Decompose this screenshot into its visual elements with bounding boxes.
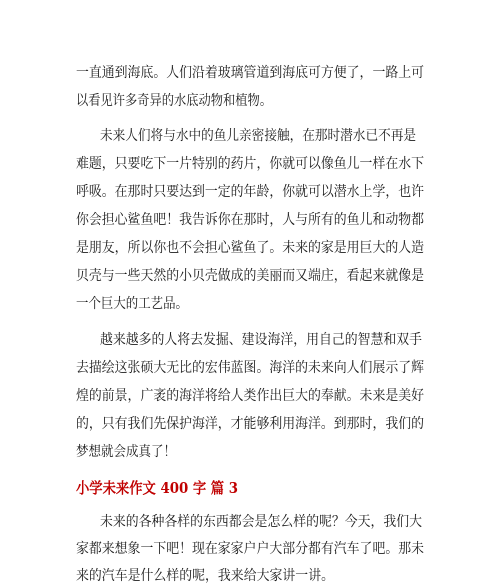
- text-line: 越来越多的人将去发掘、建设海洋，用自己的智慧和双手: [100, 332, 422, 348]
- paragraph-3-line-1: [0, 328, 500, 352]
- paragraph-2-line-2: [0, 152, 500, 176]
- text-line: 梦想就会成真了！: [76, 444, 176, 460]
- paragraph-2-line-4: [0, 208, 500, 232]
- paragraph-2-line-6: [0, 264, 500, 288]
- paragraph-4-line-1: [0, 510, 500, 534]
- text-line: 去描绘这张硕大无比的宏伟蓝图。海洋的未来向人们展示了辉: [76, 360, 424, 376]
- text-line: 呼吸。在那时只要达到一定的年龄，你就可以潜水上学，也许: [76, 184, 424, 200]
- text-line: 未来人们将与水中的鱼儿亲密接触，在那时潜水已不再是: [100, 128, 416, 144]
- text-line: 是朋友，所以你也不会担心鲨鱼了。未来的家是用巨大的人造: [76, 240, 424, 256]
- text-line: 家都来想象一下吧！现在家家户户大部分都有汽车了吧。那未: [76, 541, 424, 557]
- paragraph-3-line-2: [0, 356, 500, 380]
- text-line: 未来的各种各样的东西都会是怎么样的呢？今天，我们大: [100, 514, 422, 530]
- text-line: 来的汽车是什么样的呢，我来给大家讲一讲。: [76, 568, 334, 584]
- paragraph-1-line-2: [0, 89, 500, 113]
- paragraph-2-line-3: [0, 180, 500, 204]
- text-line: 的，只有我们先保护海洋，才能够利用海洋。到那时，我们的: [76, 416, 424, 432]
- paragraph-3-line-5: [0, 440, 500, 464]
- paragraph-3-line-3: [0, 384, 500, 408]
- paragraph-4-line-2: [0, 537, 500, 561]
- text-line: 难题，只要吃下一片特别的药片，你就可以像鱼儿一样在水下: [76, 156, 424, 172]
- text-line: 一直通到海底。人们沿着玻璃管道到海底可方便了，一路上可: [76, 65, 424, 81]
- text-line: 一个巨大的工艺品。: [76, 296, 188, 312]
- text-line: 煌的前景，广袤的海洋将给人类作出巨大的奉献。未来是美好: [76, 388, 424, 404]
- section-heading: [0, 476, 500, 500]
- section-heading-text: 小学未来作文 400 字 篇 3: [76, 479, 238, 497]
- paragraph-2-line-1: [0, 124, 500, 148]
- paragraph-2-line-5: [0, 236, 500, 260]
- text-line: 你会担心鲨鱼吧！我告诉你在那时，人与所有的鱼儿和动物都: [76, 212, 424, 228]
- text-line: 贝壳与一些天然的小贝壳做成的美丽而又端庄，看起来就像是: [76, 268, 424, 284]
- paragraph-3-line-4: [0, 412, 500, 436]
- paragraph-1-line-1: [0, 61, 500, 85]
- paragraph-4-line-3: [0, 564, 500, 588]
- text-line: 以看见许多奇异的水底动物和植物。: [76, 93, 272, 109]
- paragraph-2-line-7: [0, 292, 500, 316]
